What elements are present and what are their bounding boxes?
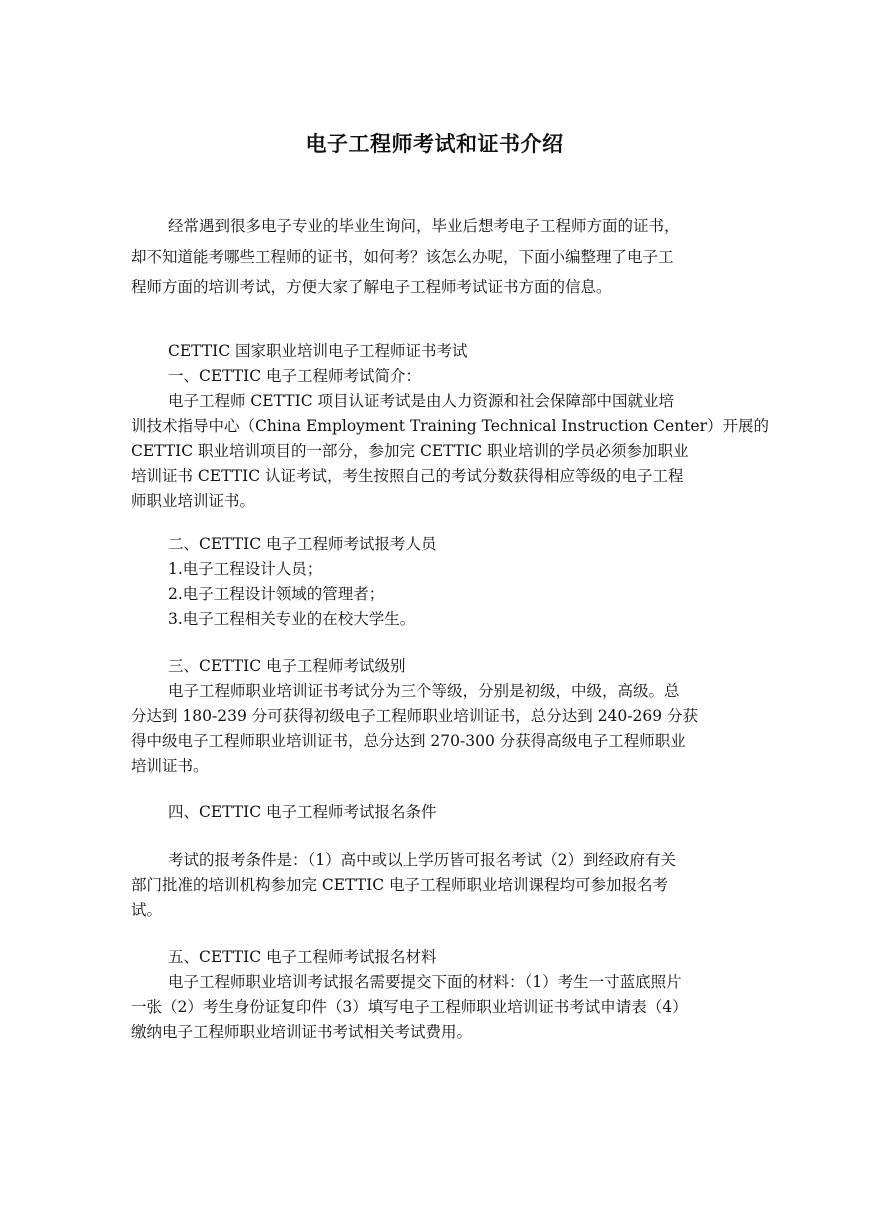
section-4-line: 部门批准的培训机构参加完 CETTIC 电子工程师职业培训课程均可参加报名考 xyxy=(131,876,668,894)
section-4 xyxy=(131,848,738,923)
section-1-line: 训技术指导中心（China Employment Training Technical Instruction Center）开展的 xyxy=(131,417,769,435)
cettic-heading: CETTIC 国家职业培训电子工程师证书考试 xyxy=(168,342,468,360)
section-1 xyxy=(131,339,769,514)
list-item: 3.电子工程相关专业的在校大学生。 xyxy=(168,610,416,628)
section-2 xyxy=(131,532,738,632)
intro-paragraph xyxy=(131,211,738,303)
list-item: 2.电子工程设计领域的管理者； xyxy=(168,585,385,603)
section-4-line: 试。 xyxy=(131,901,163,919)
section-1-line: 师职业培训证书。 xyxy=(131,492,256,510)
section-4-line: 考试的报考条件是：（1）高中或以上学历皆可报名考试（2）到经政府有关 xyxy=(168,851,676,869)
intro-line: 却不知道能考哪些工程师的证书，如何考？该怎么办呢，下面小编整理了电子工 xyxy=(131,247,674,266)
section-4-heading-block xyxy=(131,800,738,825)
section-4-heading: 四、CETTIC 电子工程师考试报名条件 xyxy=(168,803,437,821)
section-1-line: 电子工程师 CETTIC 项目认证考试是由人力资源和社会保障部中国就业培 xyxy=(168,392,674,410)
section-3-line: 电子工程师职业培训证书考试分为三个等级，分别是初级，中级，高级。总 xyxy=(168,682,680,700)
section-3-line: 得中级电子工程师职业培训证书，总分达到 270-300 分获得高级电子工程师职业 xyxy=(131,732,686,750)
section-1-line: CETTIC 职业培训项目的一部分，参加完 CETTIC 职业培训的学员必须参加职业 xyxy=(131,442,689,460)
section-5-heading: 五、CETTIC 电子工程师考试报名材料 xyxy=(168,948,437,966)
section-1-line: 培训证书 CETTIC 认证考试，考生按照自己的考试分数获得相应等级的电子工程 xyxy=(131,467,684,485)
intro-line: 经常遇到很多电子专业的毕业生询问，毕业后想考电子工程师方面的证书， xyxy=(168,217,680,235)
section-3-heading: 三、CETTIC 电子工程师考试级别 xyxy=(168,657,406,675)
section-2-heading: 二、CETTIC 电子工程师考试报考人员 xyxy=(168,535,437,553)
section-5-line: 电子工程师职业培训考试报名需要提交下面的材料：（1）考生一寸蓝底照片 xyxy=(168,973,682,991)
section-5-line: 一张（2）考生身份证复印件（3）填写电子工程师职业培训证书考试申请表（4） xyxy=(131,998,688,1016)
section-5 xyxy=(131,945,738,1045)
document-title: 电子工程师考试和证书介绍 xyxy=(305,132,564,156)
section-3-line: 分达到 180-239 分可获得初级电子工程师职业培训证书，总分达到 240-269 分获 xyxy=(131,707,699,725)
section-5-line: 缴纳电子工程师职业培训证书考试相关考试费用。 xyxy=(131,1023,473,1041)
section-1-heading: 一、CETTIC 电子工程师考试简介： xyxy=(168,367,422,385)
intro-line: 程师方面的培训考试，方便大家了解电子工程师考试证书方面的信息。 xyxy=(131,278,612,296)
section-3-line: 培训证书。 xyxy=(131,757,209,775)
section-3 xyxy=(131,654,738,779)
list-item: 1.电子工程设计人员； xyxy=(168,560,323,578)
